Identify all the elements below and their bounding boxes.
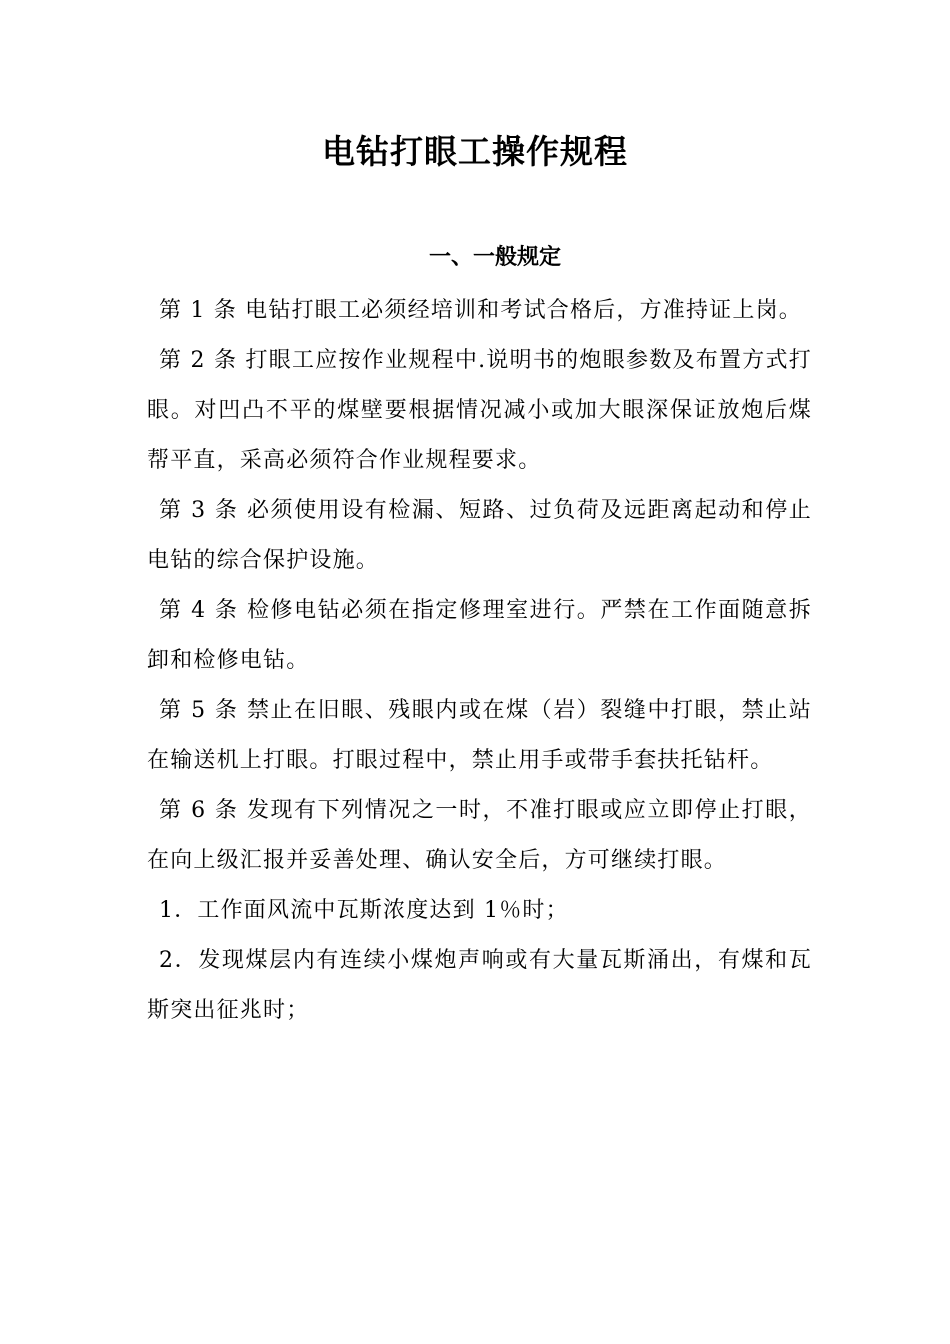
document-body bbox=[147, 286, 812, 1036]
article-1-paragraph: 第 1 条 电钻打眼工必须经培训和考试合格后，方准持证上岗。 bbox=[159, 298, 802, 323]
article-2-paragraph: 第 2 条 打眼工应按作业规程中.说明书的炮眼参数及布置方式打眼。对凹凸不平的煤壁要根据情况减小或加大眼深保证放炮后煤帮平直，采高必须符合作业规程要求。 bbox=[147, 348, 812, 473]
list-item-1: 1．工作面风流中瓦斯浓度达到 1％时； bbox=[159, 898, 569, 923]
article-3-paragraph: 第 3 条 必须使用设有检漏、短路、过负荷及远距离起动和停止电钻的综合保护设施。 bbox=[147, 498, 812, 573]
document-title: 电钻打眼工操作规程 bbox=[322, 132, 628, 171]
section-heading: 一、一般规定 bbox=[428, 244, 561, 270]
article-6-paragraph: 第 6 条 发现有下列情况之一时，不准打眼或应立即停止打眼，在向上级汇报并妥善处理、确认安全后，方可继续打眼。 bbox=[147, 798, 812, 873]
list-item-2: 2．发现煤层内有连续小煤炮声响或有大量瓦斯涌出，有煤和瓦斯突出征兆时； bbox=[147, 948, 812, 1023]
article-5-paragraph: 第 5 条 禁止在旧眼、残眼内或在煤（岩）裂缝中打眼，禁止站在输送机上打眼。打眼过程中，禁止用手或带手套扶托钻杆。 bbox=[147, 698, 812, 773]
article-4-paragraph: 第 4 条 检修电钻必须在指定修理室进行。严禁在工作面随意拆卸和检修电钻。 bbox=[147, 598, 812, 673]
